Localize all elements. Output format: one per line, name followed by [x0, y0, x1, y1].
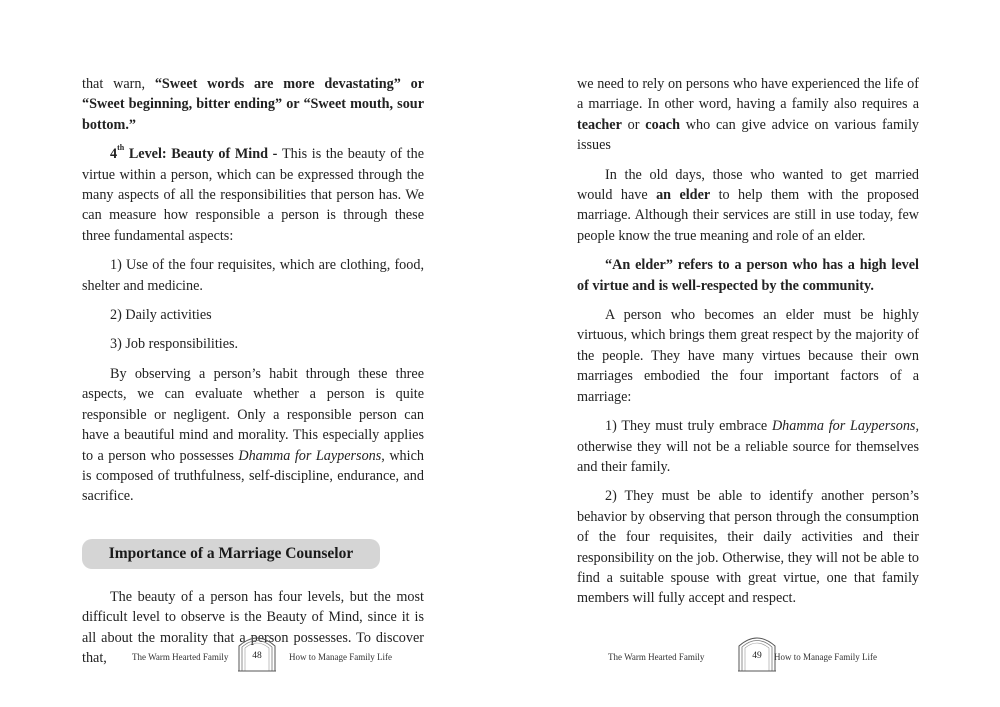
left-page-body [82, 74, 424, 677]
page-number: 48 [252, 651, 262, 661]
list-item: 1) They must truly embrace Dhamma for Laypersons, otherwise they will not be a reliable source for themselves and their family. [577, 418, 919, 475]
definition-paragraph: “An elder” refers to a person who has a high level of virtue and is well-respected by the community. [577, 257, 919, 294]
paragraph: 4th Level: Beauty of Mind - This is the beauty of the virtue within a person, which can be expressed through the many aspects of all the responsibilities that person has. We can measure how responsible a person is through these three fundamental aspects: [82, 143, 424, 244]
footer-book-title: The Warm Hearted Family [608, 652, 705, 662]
right-page-body [577, 74, 919, 618]
paragraph: we need to rely on persons who have experienced the life of a marriage. In other word, having a family also requires a teacher or coach who can give advice on various family issues [577, 76, 919, 154]
footer-book-title: The Warm Hearted Family [132, 652, 229, 662]
paragraph: By observing a person’s habit through these three aspects, we can evaluate whether a person is quite responsible or negligent. Only a responsible person can have a beautiful mind and morality. This especially applies to a person who possesses Dhamma for Laypersons, which is composed of truthfulness, self-discipline, endurance, and sacrifice. [82, 365, 424, 505]
page-footer [500, 632, 1000, 672]
page-number: 49 [752, 651, 762, 661]
list-item: 1) Use of the four requisites, which are clothing, food, shelter and medicine. [82, 257, 424, 294]
section-heading: Importance of a Marriage Counselor [82, 539, 380, 569]
paragraph: A person who becomes an elder must be highly virtuous, which brings them great respect by the majority of the people. They have many virtues because their own marriages embodied the four important factors of a marriage: [577, 307, 919, 405]
paragraph: The beauty of a person has four levels, but the most difficult level to observe is the Beauty of Mind, since it is all about the morality that a person possesses. To discover that, [82, 588, 424, 666]
footer-chapter-title: How to Manage Family Life [774, 652, 877, 662]
list-item: 2) Daily activities [110, 307, 212, 324]
paragraph: that warn, “Sweet words are more devastating” or “Sweet beginning, bitter ending” or “Sweet mouth, sour bottom.” [82, 76, 424, 133]
right-page [500, 0, 1000, 707]
footer-chapter-title: How to Manage Family Life [289, 652, 392, 662]
list-item: 2) They must be able to identify another person’s behavior by observing that person through the consumption of the four requisites, their daily activities and their responsibility on the job. Otherwise, they will not be able to find a suitable spouse with great virtue, one that family members will fully accept and respect. [577, 488, 919, 607]
paragraph: In the old days, those who wanted to get married would have an elder to help them with the proposed marriage. Although their services are still in use today, few people know the true meaning and role of an elder. [577, 166, 919, 244]
list-item: 3) Job responsibilities. [110, 336, 239, 353]
page-footer [0, 632, 500, 672]
